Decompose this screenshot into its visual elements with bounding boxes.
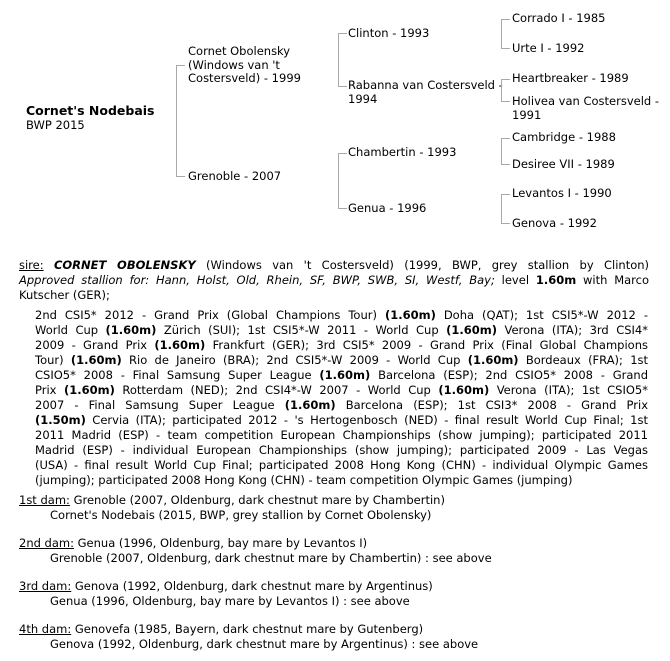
sire-results-line: 2009 - Grand Prix (1.60m) Frankfurt (GER); 3rd CSI5* 2009 - Grand Prix (Final Global Champions: [35, 338, 648, 352]
sire-results-line: Madrid (ESP) - individual European Championships (show jumping); participated 2009 - Las Vegas: [35, 443, 648, 457]
node-line: Clinton - 1993: [348, 26, 430, 40]
dam-section-3: [19, 579, 670, 609]
dam-label: 3rd dam:: [19, 579, 72, 593]
pedigree-node-dss: [512, 131, 616, 145]
pedigree-node-sds: [512, 72, 629, 86]
dam-info: Genovefa (1985, Bayern, dark chestnut mare by Gutenberg): [74, 622, 424, 636]
dam-line: [19, 493, 670, 508]
pedigree-node-sire-dam: [348, 79, 503, 106]
sire-results-line: World Cup (1.60m) Zürich (SUI); 1st CSI5*-W 2011 - World Cup (1.60m) Verona (ITA); 3rd CSI4*: [35, 323, 648, 337]
connector-gen3-group3: [501, 138, 510, 165]
node-line: Genua - 1996: [348, 201, 427, 215]
connector-gen1: [176, 65, 185, 177]
node-line: Desiree VII - 1989: [512, 157, 615, 171]
dam-offspring: Genova (1992, Oldenburg, dark chestnut mare by Argentinus) : see above: [50, 637, 479, 651]
sire-results-line: 2nd CSI5* 2012 - Grand Prix (Global Champions Tour) (1.60m) Doha (QAT); 1st CSI5*-W 2012 -: [35, 308, 648, 322]
sire-header-line: Kutscher (GER);: [19, 288, 110, 302]
dam-offspring: Grenoble (2007, Oldenburg, dark chestnut mare by Chambertin) : see above: [50, 551, 492, 565]
sire-results-line: 2007 - Final Samsung Super League (1.60m) Barcelona (ESP); 1st CSI3* 2008 - Grand Prix: [35, 398, 648, 412]
sire-header-paragraph: [19, 258, 649, 303]
pedigree-node-ddd: [512, 217, 597, 231]
sire-results-line: (1.50m) Cervia (ITA); participated 2012 - 's Hertogenbosch (NED) - final result World Cup Final; 1st: [35, 413, 648, 427]
sire-results-line: (USA) - final result World Cup Final; participated 2008 Hong Kong (CHN) - individual Olympic Games: [35, 458, 648, 472]
connector-gen3-group2: [501, 79, 510, 102]
node-line: (Windows van 't: [188, 57, 280, 72]
node-line: 1994: [348, 91, 378, 106]
sire-results-line: Prix (1.60m) Rotterdam (NED); 2nd CSI4*-W 2007 - World Cup (1.60m) Verona (ITA); 1st CSIO5*: [35, 383, 648, 397]
dam-line: [19, 536, 670, 551]
pedigree-node-sdd: [512, 95, 659, 122]
node-line: Genova - 1992: [512, 216, 597, 230]
sire-results-line: 2011 Madrid (ESP) - team competition European Championships (show jumping); participated 2011: [35, 428, 648, 442]
sire-results-line: Tour) (1.60m) Rio de Janeiro (BRA); 2nd CSI5*-W 2009 - World Cup (1.60m) Bordeaux (FRA); 1st: [35, 353, 649, 367]
node-line: Costersveld) - 1999: [188, 71, 301, 85]
dam-label: 1st dam:: [19, 493, 70, 507]
node-line: Cambridge - 1988: [512, 130, 616, 144]
sire-results-line: CSIO5* 2008 - Final Samsung Super League (1.60m) Barcelona (ESP); 2nd CSIO5* 2008 - Grand: [35, 368, 649, 382]
pedigree-tree: [0, 0, 670, 255]
sire-header-line: sire: CORNET OBOLENSKY (Windows van 't Costersveld) (1999, BWP, grey stallion by Clinton): [19, 258, 650, 272]
connector-dam-parents: [338, 153, 347, 209]
sire-results-paragraph: [35, 308, 648, 488]
connector-gen3-group4: [501, 194, 510, 224]
node-line: Cornet Obolensky: [188, 44, 291, 58]
subject-horse: [26, 103, 154, 132]
pedigree-node-sire: [188, 45, 301, 86]
sire-header-line: Approved stallion for: Hann, Holst, Old, Rhein, SF, BWP, SWB, SI, Westf, Bay; level 1.60m with Marco: [19, 273, 649, 287]
dam-line: [19, 579, 670, 594]
pedigree-text-body: [0, 258, 670, 652]
node-line: Corrado I - 1985: [512, 11, 606, 25]
dam-section-2: [19, 536, 670, 566]
dam-sections: [19, 493, 670, 652]
dam-offspring: Cornet's Nodebais (2015, BWP, grey stallion by Cornet Obolensky): [50, 508, 432, 522]
pedigree-node-dds: [512, 187, 612, 201]
node-line: 1991: [512, 107, 542, 122]
sire-results-line: (jumping); participated 2008 Hong Kong (CHN) - team competition Olympic Games (jumping): [35, 473, 573, 487]
pedigree-node-dam-dam: [348, 202, 426, 216]
node-line: Grenoble - 2007: [188, 169, 282, 183]
node-line: Urte I - 1992: [512, 41, 585, 55]
dam-info: Genova (1992, Oldenburg, dark chestnut mare by Argentinus): [74, 579, 433, 593]
dam-info: Genua (1996, Oldenburg, bay mare by Levantos I): [77, 536, 368, 550]
connector-sire-parents: [338, 33, 347, 87]
pedigree-node-sss: [512, 12, 605, 26]
pedigree-node-dam: [188, 170, 281, 184]
node-line: Rabanna van Costersveld -: [348, 78, 503, 92]
dam-line: [19, 622, 670, 637]
node-line: Holivea van Costersveld -: [512, 94, 659, 108]
dam-label: 4th dam:: [19, 622, 72, 636]
pedigree-node-ssd: [512, 42, 585, 56]
subject-name: Cornet's Nodebais: [26, 103, 155, 118]
pedigree-node-dsd: [512, 158, 615, 172]
connector-gen3-group1: [501, 19, 510, 49]
node-line: Heartbreaker - 1989: [512, 71, 629, 85]
subject-breed-year: BWP 2015: [26, 118, 85, 132]
dam-info: Grenoble (2007, Oldenburg, dark chestnut mare by Chambertin): [73, 493, 445, 507]
dam-section-1: [19, 493, 670, 523]
dam-label: 2nd dam:: [19, 536, 74, 550]
dam-offspring: Genua (1996, Oldenburg, bay mare by Levantos I) : see above: [50, 594, 410, 608]
node-line: Chambertin - 1993: [348, 145, 457, 159]
node-line: Levantos I - 1990: [512, 186, 612, 200]
dam-section-4: [19, 622, 670, 652]
pedigree-node-sire-sire: [348, 27, 429, 41]
pedigree-node-dam-sire: [348, 146, 456, 160]
